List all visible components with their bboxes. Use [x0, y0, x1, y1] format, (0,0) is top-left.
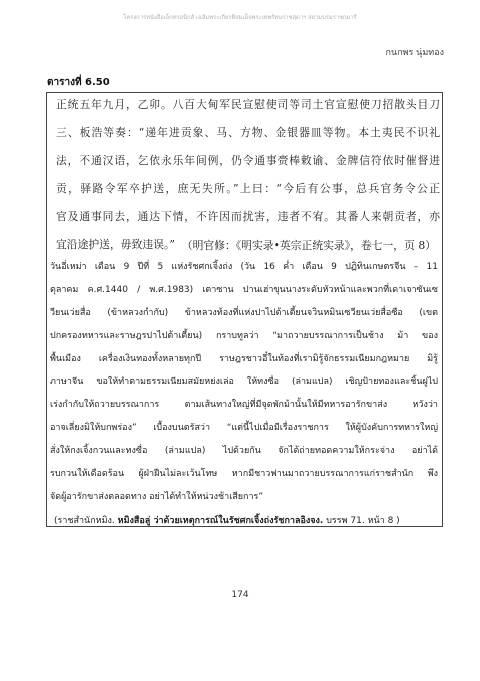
chinese-line: 三、板浩等奏：“递年进贡象、马、方物、金银器皿等物。本土夷民不识礼 [56, 126, 440, 139]
source-citation [54, 513, 440, 527]
thai-line: ตุลาคม ค.ศ.1440 / พ.ศ.1983) เตาซาน ปานเฮ่าขุนนางระดับหัวหน้าและพวกที่เดาเจาซันเซ [50, 285, 438, 295]
thai-line: จัดผู้อารักขาส่งตลอดทาง อย่าได้ทำให้หน่วงช้าเสียการ” [50, 492, 264, 502]
thai-line: อาจเลี่ยงมิให้บกพร่อง” เบื้องบนตรัสว่า “แต่นี้ไปเมื่อมีเรื่องราชการ ให้ผู้บังคับการทหารใหญ่ [50, 423, 438, 433]
thai-line: วียนเว่ยสื่อ (ข้าหลวงกำกับ) ข้าหลวงท้องที่แห่งปาไปต้าเตี้ยนจวินหมินเซวียนเว่ยสื่อซือ (เขต [50, 308, 438, 318]
thai-line: ปกครองทหารและราษฎรปาไปต้าเตี้ยน) กราบทูลว่า “มาถวายบรรณาการเป็นช้าง ม้า ของ [50, 331, 438, 341]
chinese-line: 正统五年九月，乙卯。八百大甸军民宣慰使司等司土官宣慰使刀招散头目刀 [56, 98, 440, 111]
chinese-line: 宜沿途护送，毋致违误。” [56, 238, 175, 251]
author-name: กนกพร นุ่มทอง [385, 48, 444, 58]
thai-line: รบกวนให้เดือดร้อน ผู้ฝ่าฝืนไม่ละเว้นโทษ หากมีชาวฟานมาถวายบรรณาการแก่ราชสำนัก พึง [50, 469, 438, 479]
source-prefix: (ราชสำนักหมิง. [54, 516, 118, 526]
source-suffix: บรรพ 71. หน้า 8 ) [323, 516, 400, 526]
chinese-citation: （明官修：《明实录•英宗正统实录》，卷七一，页 8） [181, 239, 436, 252]
header-title: โครงการหนังสือเล็กทรอนิกส์ เฉลิมพระเกียรติสมเด็จพระเทพรัตนราชสุดาฯ สยามบรมราชกุมารี [123, 15, 357, 21]
source-title: หมิงสือลู่ ว่าด้วยเหตุการณ์ในรัชศกเจิ้งถ่งรัชกาลอิงจง. [117, 516, 324, 526]
table-label: ตารางที่ 6.50 [47, 77, 110, 88]
page-number: 174 [231, 590, 249, 600]
thai-line: ภาษาจีน ขอให้ทำตามธรรมเนียมสมัยหย่งเล่อ ให้ทงซื่อ (ล่ามแปล) เชิญป้ายทองและชิ้นฝูไป [50, 377, 438, 387]
chinese-line: 法，不通汉语，乞依永乐年间例，仍令通事赍棒敕谕、金牌信符依时催督进 [56, 154, 440, 167]
thai-line: วันอี่เหม่า เดือน 9 ปีที่ 5 แห่งรัชศกเจิ้งถ่ง (วัน 16 ค่ำ เดือน 9 ปฏิทินเกษตรจีน – 11 [50, 262, 438, 272]
thai-line: เร่งกำกับให้ถวายบรรณาการ ตามเส้นทางใหญ่ที่มีจุดพักม้านั้นให้มีทหารอารักขาส่ง หวังว่า [50, 400, 438, 410]
thai-line: สั่งให้กงเจิ้งกวนและทงซื่อ (ล่ามแปล) ไปด้วยกัน จักได้ถ่ายทอดความให้กระจ่าง อย่าได้ [50, 446, 438, 456]
chinese-line: 贡，驿路令军卒护送，庶无失所。”上曰：“今后有公事，总兵官务令公正 [56, 182, 440, 195]
thai-line: พื้นเมือง เครื่องเงินทองทั้งหลายทุกปี ราษฎรชาวอี๋ในท้องที่เรามิรู้จักธรรมเนียมกฎหมาย มิรู้ [50, 354, 438, 364]
chinese-line: 官及通事同去，通达下情，不许因而扰害，违者不宥。其番人来朝贡者，亦 [56, 210, 440, 223]
